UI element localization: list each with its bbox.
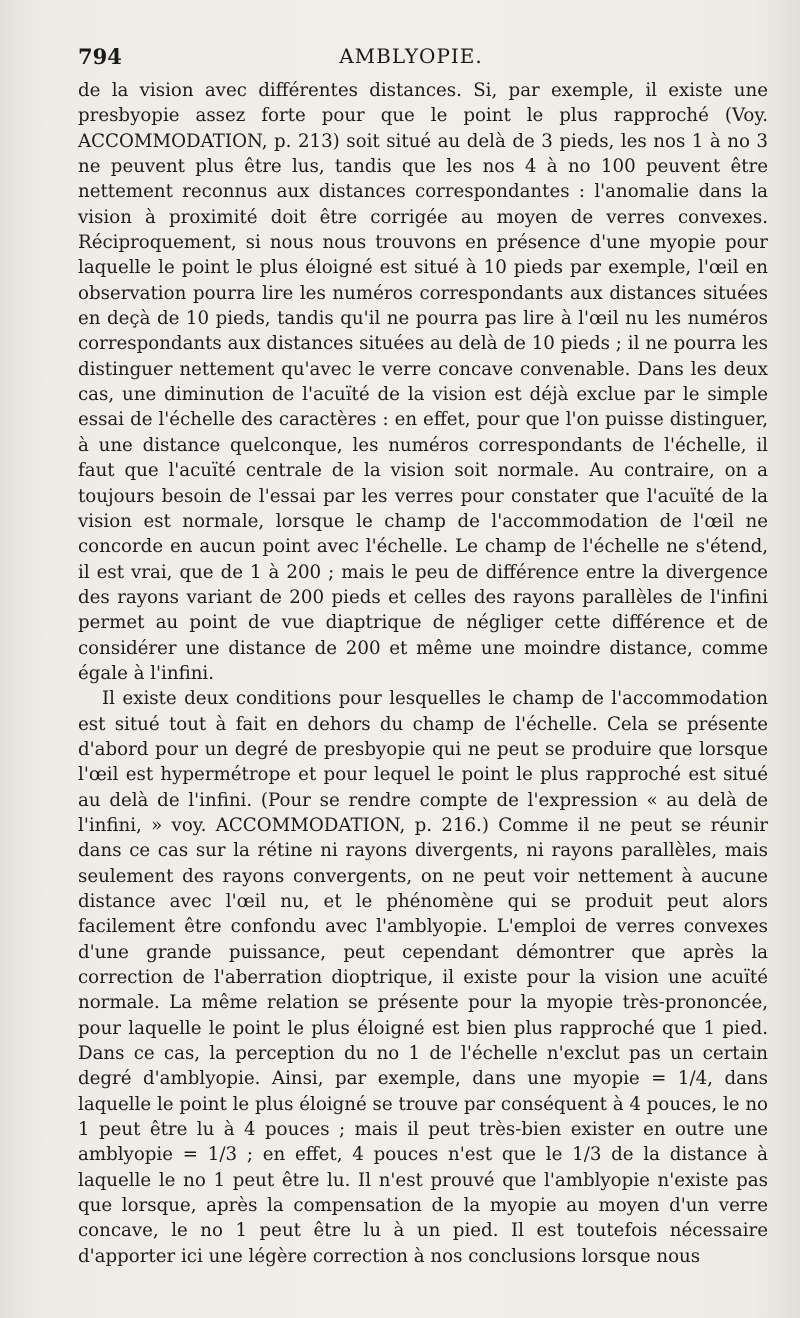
page-number: 794 bbox=[78, 44, 122, 69]
body-text bbox=[78, 78, 768, 1269]
running-title: AMBLYOPIE. bbox=[339, 44, 483, 68]
page-header bbox=[78, 44, 744, 76]
paragraph-1: de la vision avec différentes distances. Si, par exemple, il existe une presbyopie assez forte pour que le point le plus rapproché (Voy. ACCOMMODATION, p. 213) soit situé au delà de 3 pieds, les nos 1 à no 3 ne peuvent plus être lus, tandis que les nos 4 à no 100 peuvent être nettement reconnus aux distances correspondantes : l'anomalie dans la vision à proximité doit être corrigée au moyen de verres convexes. Réciproquement, si nous nous trouvons en présence d'une myopie pour laquelle le point le plus éloigné est situé à 10 pieds par exemple, l'œil en observation pourra lire les numéros correspondants aux distances situées en deçà de 10 pieds, tandis qu'il ne pourra pas lire à l'œil nu les numéros correspondants aux distances situées au delà de 10 pieds ; il ne pourra les distinguer nettement qu'avec le verre concave convenable. Dans les deux cas, une diminution de l'acuïté de la vision est déjà exclue par le simple essai de l'échelle des caractères : en effet, pour que l'on puisse distinguer, à une distance quelconque, les numéros correspondants de l'échelle, il faut que l'acuïté centrale de la vision soit normale. Au contraire, on a toujours besoin de l'essai par les verres pour constater que l'acuïté de la vision est normale, lorsque le champ de l'accommodation de l'œil ne concorde en aucun point avec l'échelle. Le champ de l'échelle ne s'étend, il est vrai, que de 1 à 200 ; mais le peu de différence entre la divergence des rayons variant de 200 pieds et celles des rayons parallèles de l'infini permet au point de vue diaptrique de négliger cette différence et de considérer une distance de 200 et même une moindre distance, comme égale à l'infini. bbox=[78, 80, 768, 684]
paragraph-2: Il existe deux conditions pour lesquelles le champ de l'accommodation est situé tout à fait en dehors du champ de l'échelle. Cela se présente d'abord pour un degré de presbyopie qui ne peut se produire que lorsque l'œil est hypermétrope et pour lequel le point le plus rapproché est situé au delà de l'infini. (Pour se rendre compte de l'expression « au delà de l'infini, » voy. ACCOMMODATION, p. 216.) Comme il ne peut se réunir dans ce cas sur la rétine ni rayons divergents, ni rayons parallèles, mais seulement des rayons convergents, on ne peut voir nettement à aucune distance avec l'œil nu, et le phénomène qui se produit peut alors facilement être confondu avec l'amblyopie. L'emploi de verres convexes d'une grande puissance, peut cependant démontrer que après la correction de l'aberration dioptrique, il existe pour la vision une acuïté normale. La même relation se présente pour la myopie très-prononcée, pour laquelle le point le plus éloigné est bien plus rapproché que 1 pied. Dans ce cas, la perception du no 1 de l'échelle n'exclut pas un certain degré d'amblyopie. Ainsi, par exemple, dans une myopie = 1/4, dans laquelle le point le plus éloigné se trouve par conséquent à 4 pouces, le no 1 peut être lu à 4 pouces ; mais il peut très-bien exister en outre une amblyopie = 1/3 ; en effet, 4 pouces n'est que le 1/3 de la distance à laquelle le no 1 peut être lu. Il n'est prouvé que l'amblyopie n'existe pas que lorsque, après la compensation de la myopie au moyen d'un verre concave, le no 1 peut être lu à un pied. Il est toutefois nécessaire d'apporter ici une légère correction à nos conclusions lorsque nous bbox=[78, 688, 768, 1267]
